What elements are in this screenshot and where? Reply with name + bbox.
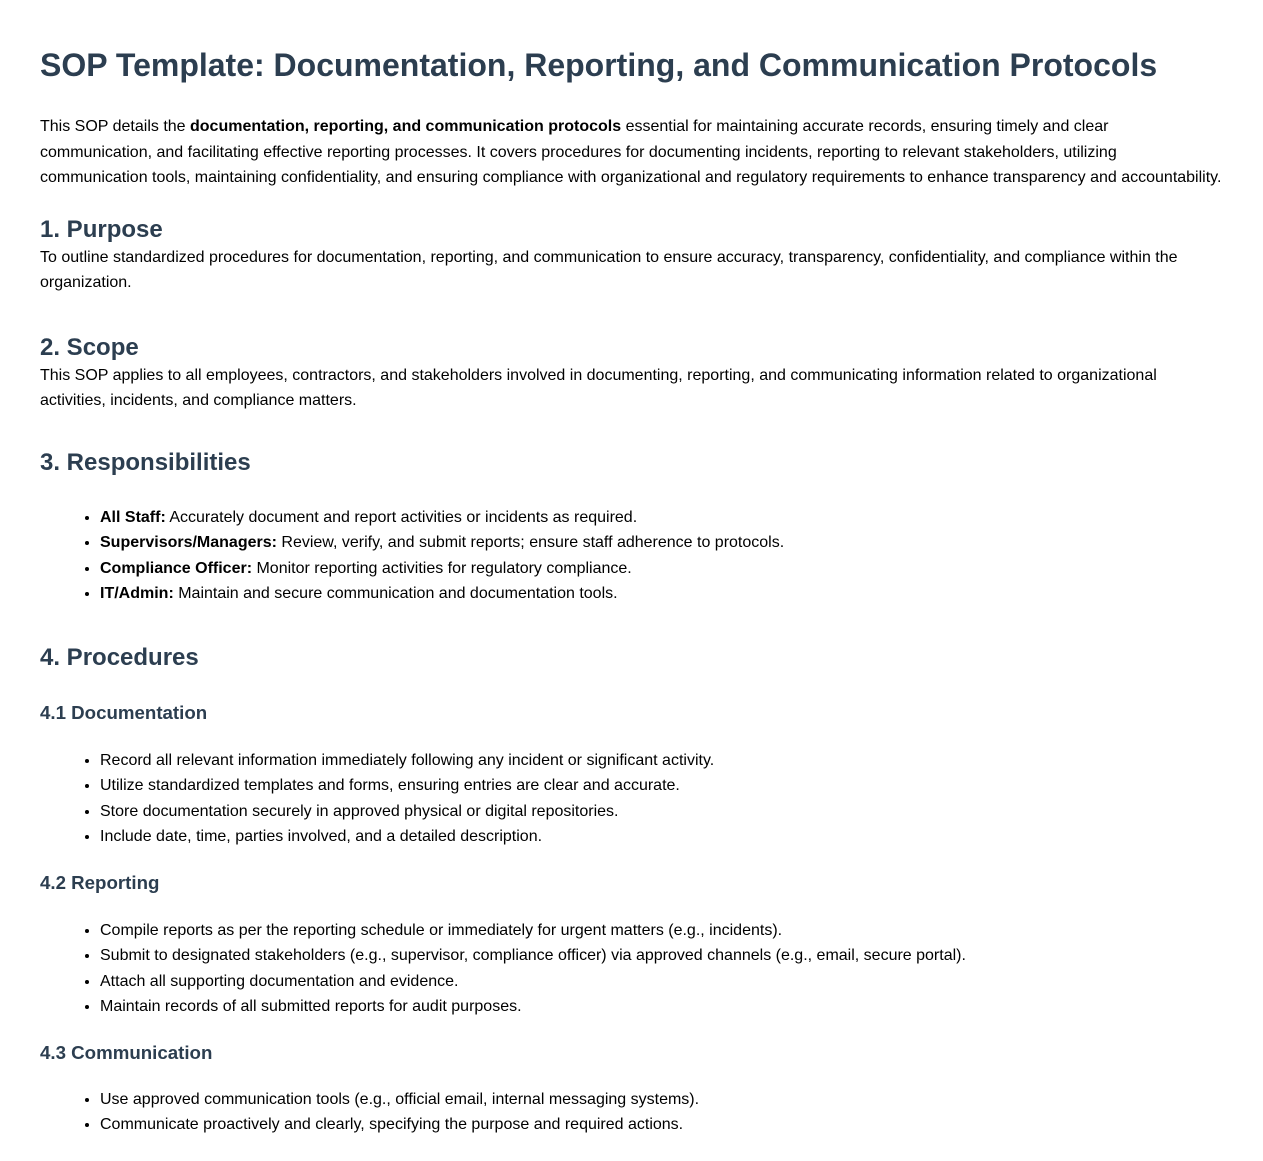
reporting-subheading: 4.2 Reporting bbox=[40, 871, 160, 893]
list-item: • Use approved communication tools (e.g., official email, internal messaging systems). bbox=[100, 1087, 1223, 1113]
purpose-heading: 1. Purpose bbox=[40, 215, 163, 243]
list-item bbox=[100, 556, 1223, 582]
list-item: • Communicate proactively and clearly, specifying the purpose and required actions. bbox=[100, 1112, 1223, 1138]
role-label: IT/Admin: bbox=[100, 585, 174, 602]
list-item: • Submit to designated stakeholders (e.g., supervisor, compliance officer) via approved channels (e.g., email, secure portal). bbox=[100, 943, 1223, 969]
communication-list bbox=[40, 1087, 1223, 1138]
intro-bold: documentation, reporting, and communication protocols bbox=[190, 118, 622, 135]
scope-text: This SOP applies to all employees, contractors, and stakeholders involved in documenting, reporting, and communicating information related to organizational activities, incidents, and compliance matters. bbox=[40, 366, 1157, 409]
list-item: • Attach all supporting documentation and evidence. bbox=[100, 969, 1223, 995]
intro-suffix: essential for maintaining accurate records, ensuring timely and clear communication, and facilitating effective reporting processes. It covers procedures for documenting incidents, reporting to relevant stakeholders, utilizing communication tools, maintaining confidentiality, and ensuring compliance with organizational and regulatory requirements to enhance transparency and accountability. bbox=[40, 118, 1222, 186]
role-label: All Staff: bbox=[100, 508, 166, 526]
scope-heading: 2. Scope bbox=[40, 333, 139, 361]
purpose-text: To outline standardized procedures for documentation, reporting, and communication to ensure accuracy, transparency, confidentiality, and compliance within the organization. bbox=[40, 248, 1178, 291]
intro-prefix: This SOP details the bbox=[40, 118, 190, 135]
role-text: Accurately document and report activities or incidents as required. bbox=[165, 508, 638, 526]
list-item: • Utilize standardized templates and forms, ensuring entries are clear and accurate. bbox=[100, 773, 1223, 799]
procedures-heading: 4. Procedures bbox=[40, 643, 199, 671]
documentation-list bbox=[40, 748, 1223, 850]
list-item: • Include date, time, parties involved, and a detailed description. bbox=[100, 824, 1223, 850]
role-label: Supervisors/Managers: bbox=[100, 534, 277, 551]
communication-subheading: 4.3 Communication bbox=[40, 1041, 213, 1063]
documentation-subheading: 4.1 Documentation bbox=[40, 701, 208, 723]
list-item bbox=[100, 581, 1223, 607]
role-label: Compliance Officer: bbox=[100, 559, 253, 577]
page-title: SOP Template: Documentation, Reporting, and Communication Protocols bbox=[40, 47, 1158, 83]
role-text: Monitor reporting activities for regulatory compliance. bbox=[252, 559, 632, 577]
list-item bbox=[100, 505, 1223, 531]
reporting-list bbox=[40, 918, 1223, 1020]
intro-paragraph bbox=[40, 114, 1223, 191]
responsibilities-list bbox=[40, 505, 1223, 607]
role-text: Review, verify, and submit reports; ensure staff adherence to protocols. bbox=[276, 534, 785, 551]
list-item: • Store documentation securely in approved physical or digital repositories. bbox=[100, 799, 1223, 825]
list-item: • Compile reports as per the reporting schedule or immediately for urgent matters (e.g., incidents). bbox=[100, 918, 1223, 944]
list-item: • Record all relevant information immediately following any incident or significant activity. bbox=[100, 748, 1223, 774]
responsibilities-heading: 3. Responsibilities bbox=[40, 448, 251, 476]
list-item bbox=[100, 530, 1223, 556]
list-item: • Maintain records of all submitted reports for audit purposes. bbox=[100, 994, 1223, 1020]
role-text: Maintain and secure communication and documentation tools. bbox=[173, 585, 618, 602]
